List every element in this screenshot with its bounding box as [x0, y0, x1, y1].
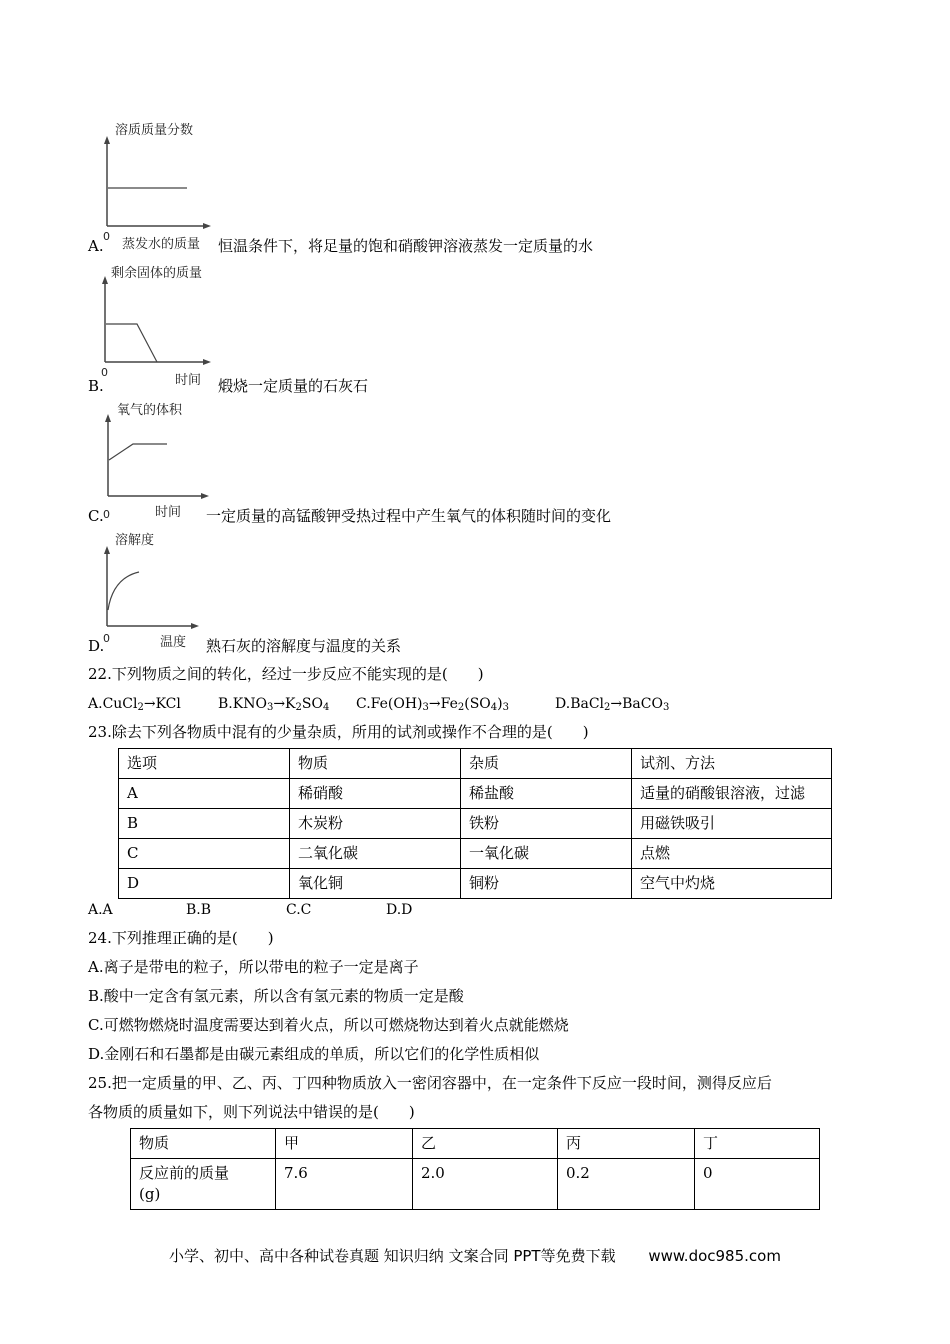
table-cell: 0: [695, 1159, 820, 1210]
table-header: 乙: [413, 1129, 558, 1159]
graph-d: [95, 528, 205, 653]
graph-c-curve: [109, 444, 167, 460]
option-d-label: D.: [88, 637, 105, 655]
graph-c-origin: 0: [103, 508, 110, 521]
q23-answer-a: A.A: [88, 902, 113, 918]
table-header: 物质: [290, 749, 461, 779]
q22-option-a: A.CuCl$_2$→KCl: [88, 696, 181, 713]
q25-stem-line2: 各物质的质量如下，则下列说法中错误的是( ): [88, 1103, 415, 1121]
q22-option-d: D.BaCl$_2$→BaCO$_3$: [555, 696, 670, 713]
q24-option-a: A.离子是带电的粒子，所以带电的粒子一定是离子: [88, 958, 419, 976]
table-row: [119, 839, 832, 869]
q22-option-c: $C.Fe(OH)_3\to Fe_2(SO_4)_3$: [356, 696, 509, 713]
option-c-label: C.: [88, 507, 104, 525]
table-cell: 铜粉: [461, 869, 632, 899]
graph-d-xlabel: 温度: [160, 635, 187, 650]
footer-text: 小学、初中、高中各种试卷真题 知识归纳 文案合同 PPT等免费下载: [169, 1247, 616, 1265]
table-cell: 铁粉: [461, 809, 632, 839]
table-header: 丙: [558, 1129, 695, 1159]
table-cell: 木炭粉: [290, 809, 461, 839]
option-d-text: 熟石灰的溶解度与温度的关系: [206, 637, 402, 655]
table-row: [119, 869, 832, 899]
q24-option-c: C.可燃物燃烧时温度需要达到着火点，所以可燃烧物达到着火点就能燃烧: [88, 1016, 569, 1034]
graph-b: [95, 262, 225, 387]
table-cell: A: [119, 779, 290, 809]
table-cell: C: [119, 839, 290, 869]
option-b-label: B.: [88, 377, 104, 395]
graph-b-origin: 0: [101, 366, 108, 379]
graph-a-origin: 0: [103, 230, 110, 243]
table-cell: 适量的硝酸银溶液，过滤: [632, 779, 832, 809]
table-cell: B: [119, 809, 290, 839]
table-cell: 0.2: [558, 1159, 695, 1210]
graph-b-ylabel: 剩余固体的质量: [111, 266, 203, 281]
table-row: [119, 779, 832, 809]
graph-d-origin: 0: [103, 632, 110, 645]
table-header: 物质: [131, 1129, 276, 1159]
option-b-text: 煅烧一定质量的石灰石: [218, 377, 369, 395]
option-a-label: A.: [88, 237, 104, 255]
page-footer: [0, 1245, 950, 1266]
q23-stem: 23.除去下列各物质中混有的少量杂质，所用的试剂或操作不合理的是( ): [88, 723, 589, 741]
option-c-text: 一定质量的高锰酸钾受热过程中产生氧气的体积随时间的变化: [206, 507, 612, 525]
table-header: 选项: [119, 749, 290, 779]
table-header: 丁: [695, 1129, 820, 1159]
table-cell: 稀硝酸: [290, 779, 461, 809]
q24-stem: 24.下列推理正确的是( ): [88, 929, 274, 947]
table-cell: D: [119, 869, 290, 899]
q23-answer-d: D.D: [386, 902, 413, 918]
q22-stem: 22.下列物质之间的转化，经过一步反应不能实现的是( ): [88, 665, 484, 683]
table-cell: 一氧化碳: [461, 839, 632, 869]
table-cell: 2.0: [413, 1159, 558, 1210]
table-row: [131, 1159, 820, 1210]
q23-answer-b: B.B: [186, 902, 212, 918]
q25-stem-line1: 25.把一定质量的甲、乙、丙、丁四种物质放入一密闭容器中，在一定条件下反应一段时间，测得反应后: [88, 1074, 772, 1092]
graph-a-xlabel: 蒸发水的质量: [122, 237, 201, 252]
table-cell: 用磁铁吸引: [632, 809, 832, 839]
table-cell: 7.6: [276, 1159, 413, 1210]
table-header: 试剂、方法: [632, 749, 832, 779]
q22-option-b: $B.KNO_3\to K_2SO_4$: [218, 696, 330, 713]
graph-a-ylabel: 溶质质量分数: [115, 123, 194, 138]
table-cell: 氧化铜: [290, 869, 461, 899]
q23-table: [118, 748, 832, 899]
graph-a: [95, 118, 225, 253]
graph-d-curve: [108, 572, 139, 610]
graph-b-curve: [106, 324, 157, 362]
q24-option-d: D.金刚石和石墨都是由碳元素组成的单质，所以它们的化学性质相似: [88, 1045, 540, 1063]
q24-option-b: B.酸中一定含有氢元素，所以含有氢元素的物质一定是酸: [88, 987, 464, 1005]
table-cell: 空气中灼烧: [632, 869, 832, 899]
table-header: 甲: [276, 1129, 413, 1159]
graph-c-xlabel: 时间: [155, 505, 182, 520]
table-row: [131, 1129, 820, 1159]
footer-url[interactable]: www.doc985.com: [648, 1247, 781, 1265]
table-cell: 点燃: [632, 839, 832, 869]
table-cell: 反应前的质量 (g): [131, 1159, 276, 1210]
graph-b-xlabel: 时间: [175, 373, 202, 387]
q25-table: [130, 1128, 820, 1210]
graph-c-ylabel: 氧气的体积: [117, 403, 183, 418]
q23-answer-c: C.C: [286, 902, 312, 918]
table-row: [119, 749, 832, 779]
table-header: 杂质: [461, 749, 632, 779]
table-cell: 二氧化碳: [290, 839, 461, 869]
graph-d-ylabel: 溶解度: [115, 533, 155, 548]
table-row: [119, 809, 832, 839]
table-cell: 稀盐酸: [461, 779, 632, 809]
option-a-text: 恒温条件下，将足量的饱和硝酸钾溶液蒸发一定质量的水: [218, 237, 594, 255]
